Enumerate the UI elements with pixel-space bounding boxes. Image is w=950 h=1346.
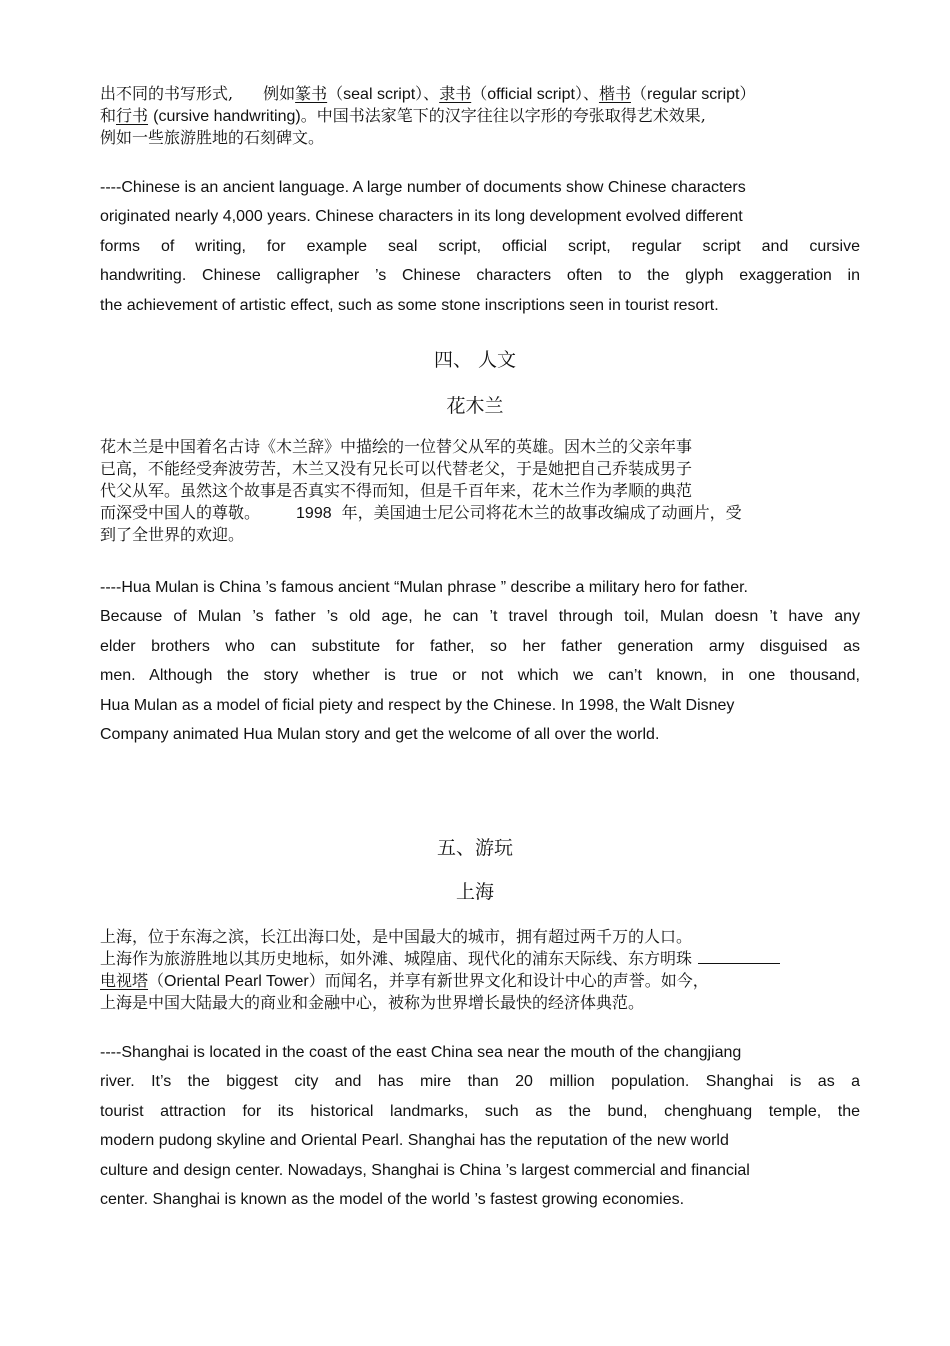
shanghai-en-paragraph bbox=[100, 1038, 860, 1214]
mulan-zh-line: 花木兰是中国着名古诗《木兰辞》中描绘的一位替父从军的英雄。因木兰的父亲年事 bbox=[100, 437, 693, 456]
shanghai-en-line: ----Shanghai is located in the coast of the east China sea near the mouth of the changjiang bbox=[100, 1044, 742, 1061]
text: 上海作为旅游胜地以其历史地标，如外滩、城隍庙、现代化的浦东天际线、东方明珠 bbox=[100, 949, 693, 968]
mulan-en-line: elder brothers who can substitute for father, so her father generation army disguised as bbox=[100, 637, 860, 655]
text: (cursive handwriting) bbox=[153, 108, 301, 125]
term-cursive: 行书 bbox=[116, 106, 149, 125]
mulan-en-line: ----Hua Mulan is China ’s famous ancient “Mulan phrase ” describe a military hero for father. bbox=[100, 579, 748, 596]
section-5-heading: 五、游玩 bbox=[436, 837, 513, 859]
mulan-zh-line: 代父从军。虽然这个故事是否真实不得而知，但是千百年来，花木兰作为孝顺的典范 bbox=[100, 481, 693, 500]
intro-en-paragraph bbox=[100, 173, 860, 320]
shanghai-zh-line bbox=[100, 970, 860, 992]
text: 和 bbox=[100, 106, 117, 125]
shanghai-zh-line: 上海是中国大陆最大的商业和金融中心，被称为世界增长最快的经济体典范。 bbox=[100, 993, 645, 1012]
mulan-zh-paragraph bbox=[100, 436, 860, 546]
text: （ bbox=[148, 971, 165, 990]
intro-zh-line-1 bbox=[100, 83, 860, 105]
text: 而深受中国人的尊敬。 bbox=[100, 503, 261, 522]
shanghai-en-line: center. Shanghai is known as the model of the world ’s fastest growing economies. bbox=[100, 1190, 685, 1208]
shanghai-zh-paragraph bbox=[100, 926, 860, 1014]
section-4-heading: 四、 人文 bbox=[433, 349, 517, 371]
text: 年，美国迪士尼公司将花木兰的故事改编成了动画片，受 bbox=[341, 503, 742, 522]
text: ） bbox=[739, 84, 756, 103]
text: seal script bbox=[343, 86, 416, 103]
mulan-en-line: Hua Mulan as a model of ficial piety and respect by the Chinese. In 1998, the Walt Disney bbox=[100, 696, 735, 714]
intro-en-line: handwriting. Chinese calligrapher ’s Chinese characters often to the glyph exaggeration in bbox=[100, 267, 860, 285]
term-regular-script: 楷书 bbox=[598, 84, 631, 103]
shanghai-en-line: culture and design center. Nowadays, Shanghai is China ’s largest commercial and financial bbox=[100, 1161, 750, 1179]
shanghai-zh-line: 上海，位于东海之滨，长江出海口处，是中国最大的城市，拥有超过两千万的人口。 bbox=[100, 927, 693, 946]
section-5-subheading: 上海 bbox=[455, 881, 494, 903]
text: Oriental Pearl Tower bbox=[164, 973, 309, 990]
text: 出不同的书写形式, bbox=[100, 84, 234, 103]
text: ）、 bbox=[415, 84, 440, 103]
mulan-zh-line bbox=[100, 502, 860, 524]
intro-en-line: the achievement of artistic effect, such as some stone inscriptions seen in tourist resort. bbox=[100, 296, 719, 314]
intro-zh-paragraph bbox=[100, 83, 860, 149]
shanghai-zh-line bbox=[100, 948, 860, 970]
text: （ bbox=[471, 84, 488, 103]
text: ）而闻名，并享有新世界文化和设计中心的声誉。如今， bbox=[308, 971, 709, 990]
shanghai-en-line: river. It’s the biggest city and has mire than 20 million population. Shanghai is as a bbox=[100, 1073, 860, 1091]
mulan-en-line: Because of Mulan ’s father ’s old age, he can ’t travel through toil, Mulan doesn ’t have any bbox=[100, 608, 860, 626]
text: 。中国书法家笔下的汉字往往以字形的夸张取得艺术效果, bbox=[300, 106, 706, 125]
section-4-subheading: 花木兰 bbox=[446, 395, 504, 417]
shanghai-en-line: modern pudong skyline and Oriental Pearl. Shanghai has the reputation of the new world bbox=[100, 1132, 729, 1150]
mulan-en-paragraph bbox=[100, 573, 860, 749]
text: regular script bbox=[647, 86, 740, 103]
intro-zh-line-2 bbox=[100, 105, 860, 127]
underline-blank bbox=[698, 949, 780, 964]
shanghai-en-line: tourist attraction for its historical landmarks, such as the bund, chenghuang temple, the bbox=[100, 1102, 860, 1120]
mulan-zh-line: 到了全世界的欢迎。 bbox=[100, 525, 245, 544]
term-tv-tower: 电视塔 bbox=[100, 971, 149, 990]
term-official-script: 隶书 bbox=[439, 84, 472, 103]
mulan-en-line: Company animated Hua Mulan story and get the welcome of all over the world. bbox=[100, 725, 660, 743]
text: 1998 bbox=[296, 505, 332, 522]
intro-en-line: forms of writing, for example seal script, official script, regular script and cursive bbox=[100, 237, 860, 255]
text: （ bbox=[630, 84, 647, 103]
mulan-zh-line: 已高，不能经受奔波劳苦，木兰又没有兄长可以代替老父，于是她把自己乔装成男子 bbox=[100, 459, 693, 478]
text: ）、 bbox=[574, 84, 599, 103]
text: official script bbox=[487, 86, 575, 103]
intro-en-line: ----Chinese is an ancient language. A large number of documents show Chinese characters bbox=[100, 179, 746, 196]
text: 例如 bbox=[263, 84, 296, 103]
intro-en-line: originated nearly 4,000 years. Chinese characters in its long development evolved different bbox=[100, 208, 743, 226]
term-seal-script: 篆书 bbox=[295, 84, 328, 103]
mulan-en-line: men. Although the story whether is true or not which we can’t known, in one thousand, bbox=[100, 667, 860, 685]
text: （ bbox=[327, 84, 344, 103]
intro-zh-line-3: 例如一些旅游胜地的石刻碑文。 bbox=[100, 128, 325, 147]
